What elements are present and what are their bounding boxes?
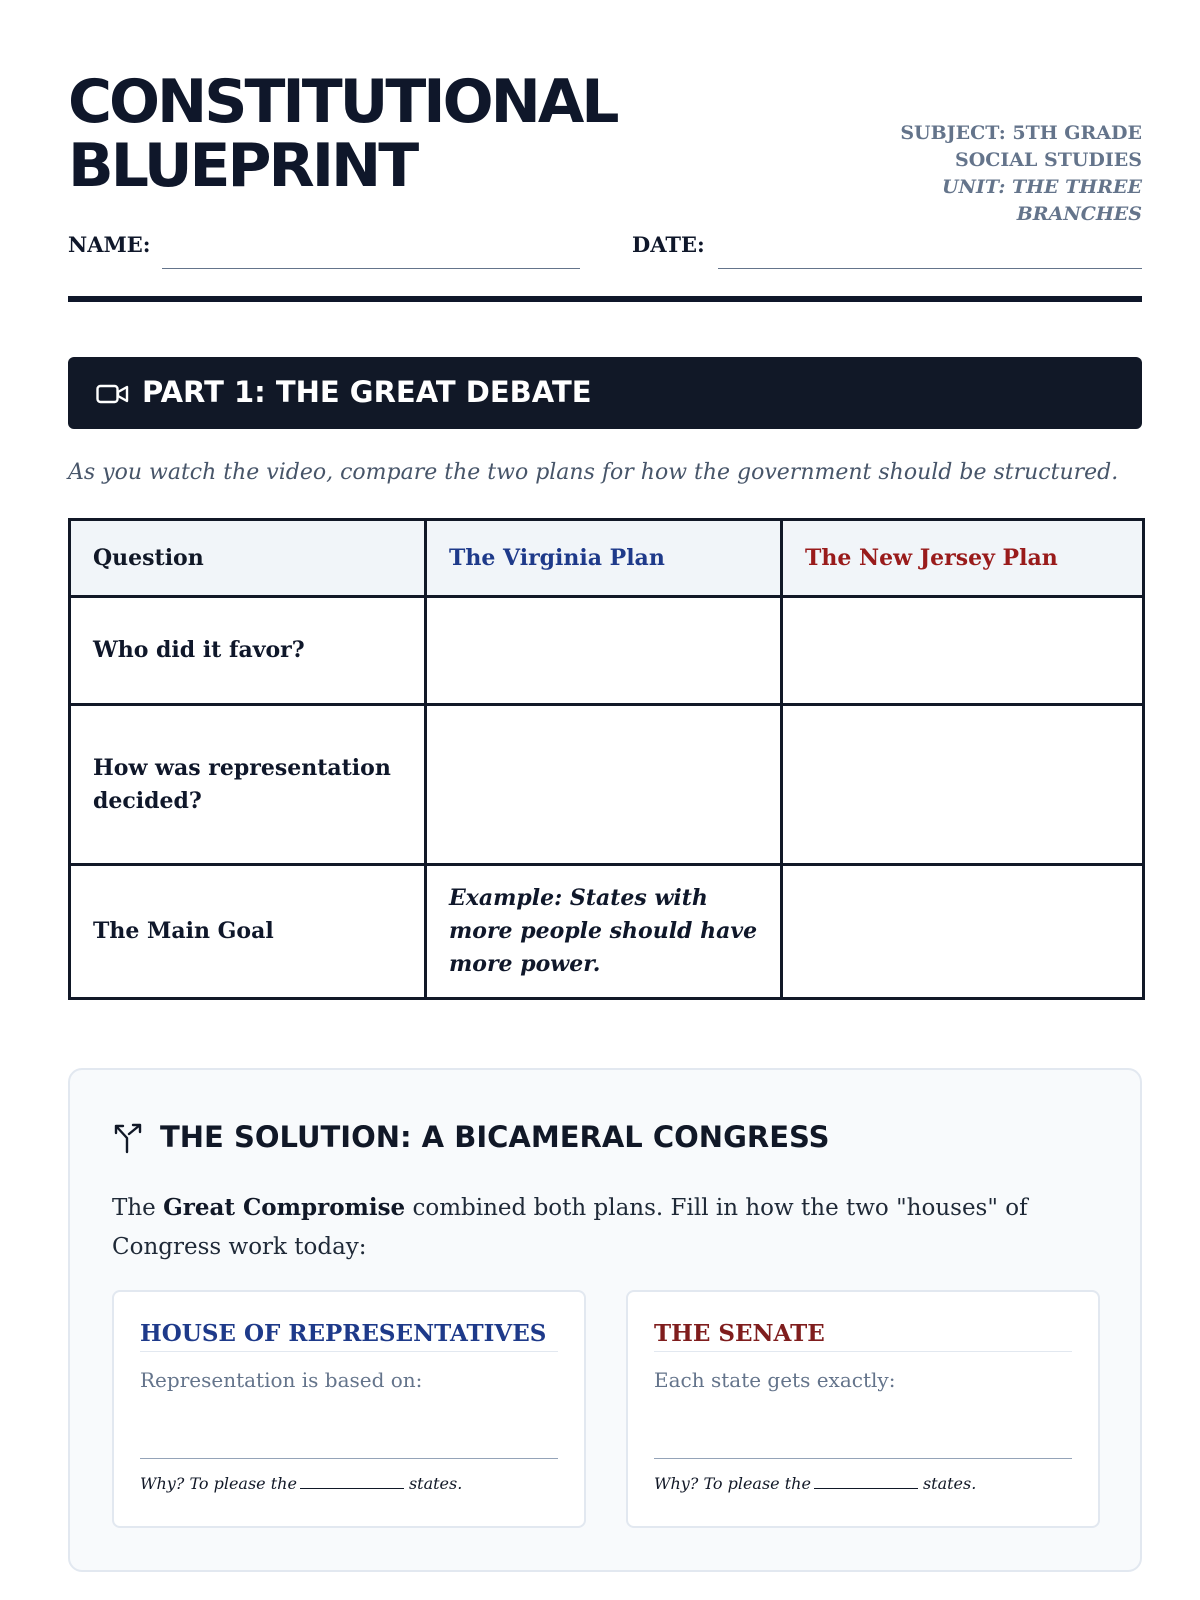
senate-why-line <box>654 1474 976 1493</box>
new-jersey-answer-cell[interactable] <box>782 865 1144 999</box>
name-label: NAME: <box>68 232 151 257</box>
virginia-example-cell[interactable]: Example: States with more people should have more power. <box>426 865 782 999</box>
header-question: Question <box>70 520 426 597</box>
solution-panel <box>68 1068 1142 1572</box>
header-virginia-plan: The Virginia Plan <box>426 520 782 597</box>
part1-title: PART 1: THE GREAT DEBATE <box>142 375 592 409</box>
why-text-start: Why? To please the <box>654 1474 811 1493</box>
why-text-end: states. <box>408 1474 463 1493</box>
header-new-jersey-plan: The New Jersey Plan <box>782 520 1144 597</box>
row-question: Who did it favor? <box>70 597 426 705</box>
date-label: DATE: <box>632 232 705 257</box>
table-row <box>70 597 1144 705</box>
worksheet-header <box>68 67 1142 225</box>
part1-instruction: As you watch the video, compare the two plans for how the government should be structured. <box>68 460 1119 485</box>
table-row <box>70 705 1144 865</box>
senate-why-blank[interactable] <box>814 1488 918 1489</box>
name-field[interactable] <box>162 268 580 269</box>
virginia-answer-cell[interactable] <box>426 705 782 865</box>
row-question: The Main Goal <box>70 865 426 999</box>
why-text-end: states. <box>922 1474 977 1493</box>
senate-card-title: THE SENATE <box>654 1320 1072 1352</box>
merge-arrows-icon <box>112 1120 144 1154</box>
row-question: How was representation decided? <box>70 705 426 865</box>
house-why-blank[interactable] <box>300 1488 404 1489</box>
solution-text-start: The <box>112 1195 164 1221</box>
great-compromise-term: Great Compromise <box>163 1194 406 1221</box>
plans-comparison-table <box>68 518 1145 1000</box>
video-camera-icon <box>96 383 130 405</box>
title-line-1: CONSTITUTIONAL <box>68 67 617 137</box>
solution-text-end: combined both plans. Fill in how the two "houses" of Congress work today: <box>112 1195 1028 1260</box>
subject-meta <box>822 120 1142 228</box>
part1-banner <box>68 357 1142 429</box>
house-card-title: HOUSE OF REPRESENTATIVES <box>140 1320 558 1352</box>
solution-description <box>112 1188 1102 1267</box>
new-jersey-answer-cell[interactable] <box>782 597 1144 705</box>
table-row <box>70 865 1144 999</box>
senate-card <box>626 1290 1100 1528</box>
header-divider <box>68 296 1142 302</box>
solution-title: THE SOLUTION: A BICAMERAL CONGRESS <box>160 1120 830 1154</box>
table-header-row <box>70 520 1144 597</box>
house-card-prompt: Representation is based on: <box>140 1368 423 1392</box>
subject-label: SUBJECT: 5TH GRADE SOCIAL STUDIES <box>900 122 1142 171</box>
title-line-2: BLUEPRINT <box>68 131 417 201</box>
virginia-answer-cell[interactable] <box>426 597 782 705</box>
unit-label: UNIT: THE THREE BRANCHES <box>942 176 1142 225</box>
house-card <box>112 1290 586 1528</box>
house-why-line <box>140 1474 462 1493</box>
new-jersey-answer-cell[interactable] <box>782 705 1144 865</box>
senate-answer-line[interactable] <box>654 1458 1072 1459</box>
date-field[interactable] <box>718 268 1142 269</box>
house-answer-line[interactable] <box>140 1458 558 1459</box>
senate-card-prompt: Each state gets exactly: <box>654 1368 896 1392</box>
why-text-start: Why? To please the <box>140 1474 297 1493</box>
name-date-bar <box>68 232 1142 272</box>
